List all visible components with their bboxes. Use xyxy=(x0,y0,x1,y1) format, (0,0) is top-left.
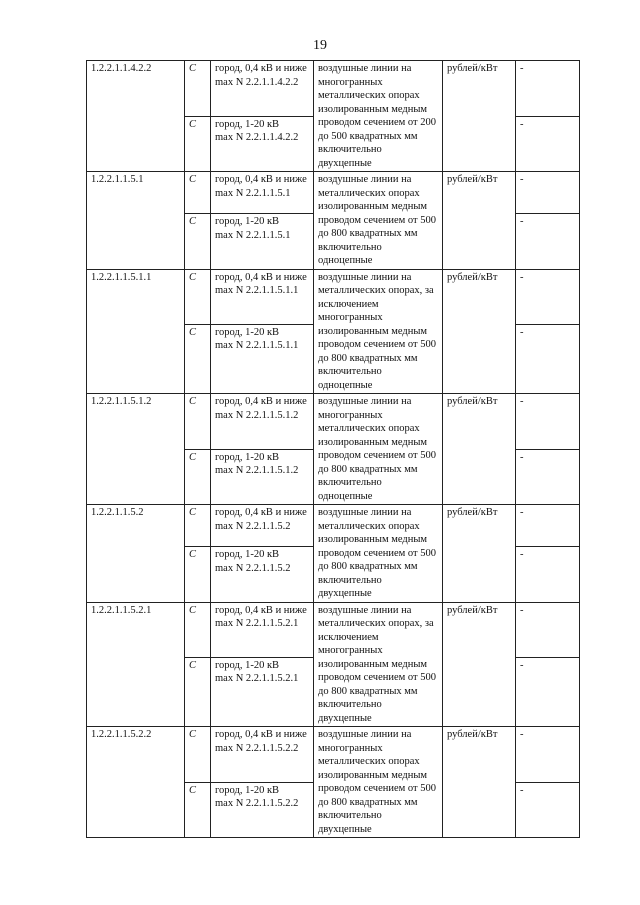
table-row xyxy=(87,172,580,214)
voltage-label: город, 0,4 кВ и ниже xyxy=(215,507,307,518)
maxn-label: max N 2.2.1.1.5.2.2 xyxy=(215,798,299,809)
table-row xyxy=(87,394,580,450)
maxn-label: max N 2.2.1.1.4.2.2 xyxy=(215,132,299,143)
line-description: воздушные линии на многогранных металлических опорах изолированным медным проводом сечением от 500 до 800 квадратных мм включительно двухцепные xyxy=(314,727,443,838)
voltage-cell xyxy=(211,116,314,172)
voltage-cell xyxy=(211,505,314,547)
category-cell: С xyxy=(185,782,211,838)
category-cell: С xyxy=(185,727,211,783)
category-cell: С xyxy=(185,324,211,393)
voltage-label: город, 1-20 кВ xyxy=(215,549,280,561)
line-description: воздушные линии на многогранных металлических опорах изолированным медным проводом сечением от 200 до 500 квадратных мм включительно двухцепные xyxy=(314,61,443,172)
row-code: 1.2.2.1.1.5.1.1 xyxy=(87,269,185,394)
voltage-cell xyxy=(211,657,314,726)
voltage-label: город, 1-20 кВ xyxy=(215,216,280,228)
voltage-cell xyxy=(211,61,314,117)
voltage-cell xyxy=(211,782,314,838)
maxn-label: max N 2.2.1.1.5.1.2 xyxy=(215,409,299,421)
row-code: 1.2.2.1.1.5.2.1 xyxy=(87,602,185,727)
category-cell: С xyxy=(185,394,211,450)
voltage-cell xyxy=(211,449,314,505)
maxn-label: max N 2.2.1.1.5.2.1 xyxy=(215,618,299,629)
voltage-cell xyxy=(211,214,314,269)
unit-cell: рублей/кВт xyxy=(443,61,516,172)
category-cell: С xyxy=(185,547,211,602)
row-code: 1.2.2.1.1.5.1 xyxy=(87,172,185,270)
tariff-table-body xyxy=(87,61,580,838)
value-cell: - xyxy=(516,547,580,602)
voltage-label: город, 1-20 кВ xyxy=(215,659,280,671)
voltage-label: город, 0,4 кВ и ниже xyxy=(215,604,307,616)
voltage-cell xyxy=(211,269,314,324)
category-cell: С xyxy=(185,116,211,172)
maxn-label: max N 2.2.1.1.4.2.2 xyxy=(215,76,299,88)
voltage-label: город, 0,4 кВ и ниже xyxy=(215,729,307,740)
maxn-label: max N 2.2.1.1.5.2 xyxy=(215,562,291,574)
page-number: 19 xyxy=(313,38,327,53)
category-cell: С xyxy=(185,61,211,117)
voltage-label: город, 1-20 кВ xyxy=(215,118,280,130)
value-cell: - xyxy=(516,782,580,838)
category-cell: С xyxy=(185,269,211,324)
voltage-cell xyxy=(211,172,314,214)
row-code: 1.2.2.1.1.5.1.2 xyxy=(87,394,185,505)
voltage-cell xyxy=(211,324,314,393)
unit-cell: рублей/кВт xyxy=(443,269,516,394)
voltage-label: город, 0,4 кВ и ниже xyxy=(215,63,307,74)
maxn-label: max N 2.2.1.1.5.2 xyxy=(215,520,291,532)
category-cell: С xyxy=(185,505,211,547)
voltage-cell xyxy=(211,602,314,657)
maxn-label: max N 2.2.1.1.5.2.2 xyxy=(215,742,299,754)
table-row xyxy=(87,727,580,783)
value-cell: - xyxy=(516,269,580,324)
line-description: воздушные линии на многогранных металлических опорах изолированным медным проводом сечением от 500 до 800 квадратных мм включительно одноцепные xyxy=(314,394,443,505)
line-description: воздушные линии на металлических опорах, за исключением многогранных изолированным медным проводом сечением от 500 до 800 квадратных мм включительно одноцепные xyxy=(314,269,443,394)
unit-cell: рублей/кВт xyxy=(443,602,516,727)
value-cell: - xyxy=(516,324,580,393)
unit-cell: рублей/кВт xyxy=(443,394,516,505)
value-cell: - xyxy=(516,394,580,450)
maxn-label: max N 2.2.1.1.5.2.1 xyxy=(215,673,299,685)
value-cell: - xyxy=(516,61,580,117)
voltage-label: город, 0,4 кВ и ниже xyxy=(215,396,307,407)
row-code: 1.2.2.1.1.5.2.2 xyxy=(87,727,185,838)
category-cell: С xyxy=(185,449,211,505)
value-cell: - xyxy=(516,657,580,726)
voltage-label: город, 1-20 кВ xyxy=(215,451,280,463)
maxn-label: max N 2.2.1.1.5.1.2 xyxy=(215,465,299,476)
unit-cell: рублей/кВт xyxy=(443,172,516,270)
unit-cell: рублей/кВт xyxy=(443,505,516,603)
tariff-table xyxy=(86,60,580,838)
value-cell: - xyxy=(516,116,580,172)
row-code: 1.2.2.1.1.4.2.2 xyxy=(87,61,185,172)
value-cell: - xyxy=(516,602,580,657)
line-description: воздушные линии на металлических опорах изолированным медным проводом сечением от 500 до 800 квадратных мм включительно двухцепные xyxy=(314,505,443,603)
category-cell: С xyxy=(185,657,211,726)
category-cell: С xyxy=(185,602,211,657)
voltage-label: город, 1-20 кВ xyxy=(215,326,280,338)
voltage-label: город, 0,4 кВ и ниже xyxy=(215,174,307,185)
line-description: воздушные линии на металлических опорах, за исключением многогранных изолированным медным проводом сечением от 500 до 800 квадратных мм включительно двухцепные xyxy=(314,602,443,727)
table-row xyxy=(87,602,580,657)
unit-cell: рублей/кВт xyxy=(443,727,516,838)
value-cell: - xyxy=(516,172,580,214)
value-cell: - xyxy=(516,727,580,783)
row-code: 1.2.2.1.1.5.2 xyxy=(87,505,185,603)
maxn-label: max N 2.2.1.1.5.1.1 xyxy=(215,285,299,296)
category-cell: С xyxy=(185,172,211,214)
voltage-label: город, 1-20 кВ xyxy=(215,784,280,796)
maxn-label: max N 2.2.1.1.5.1.1 xyxy=(215,340,299,352)
table-row xyxy=(87,505,580,547)
table-row xyxy=(87,269,580,324)
voltage-cell xyxy=(211,394,314,450)
value-cell: - xyxy=(516,505,580,547)
voltage-cell xyxy=(211,547,314,602)
value-cell: - xyxy=(516,449,580,505)
value-cell: - xyxy=(516,214,580,269)
voltage-cell xyxy=(211,727,314,783)
voltage-label: город, 0,4 кВ и ниже xyxy=(215,271,307,283)
maxn-label: max N 2.2.1.1.5.1 xyxy=(215,187,291,199)
maxn-label: max N 2.2.1.1.5.1 xyxy=(215,229,291,241)
category-cell: С xyxy=(185,214,211,269)
table-row xyxy=(87,61,580,117)
line-description: воздушные линии на металлических опорах изолированным медным проводом сечением от 500 до 800 квадратных мм включительно одноцепные xyxy=(314,172,443,270)
